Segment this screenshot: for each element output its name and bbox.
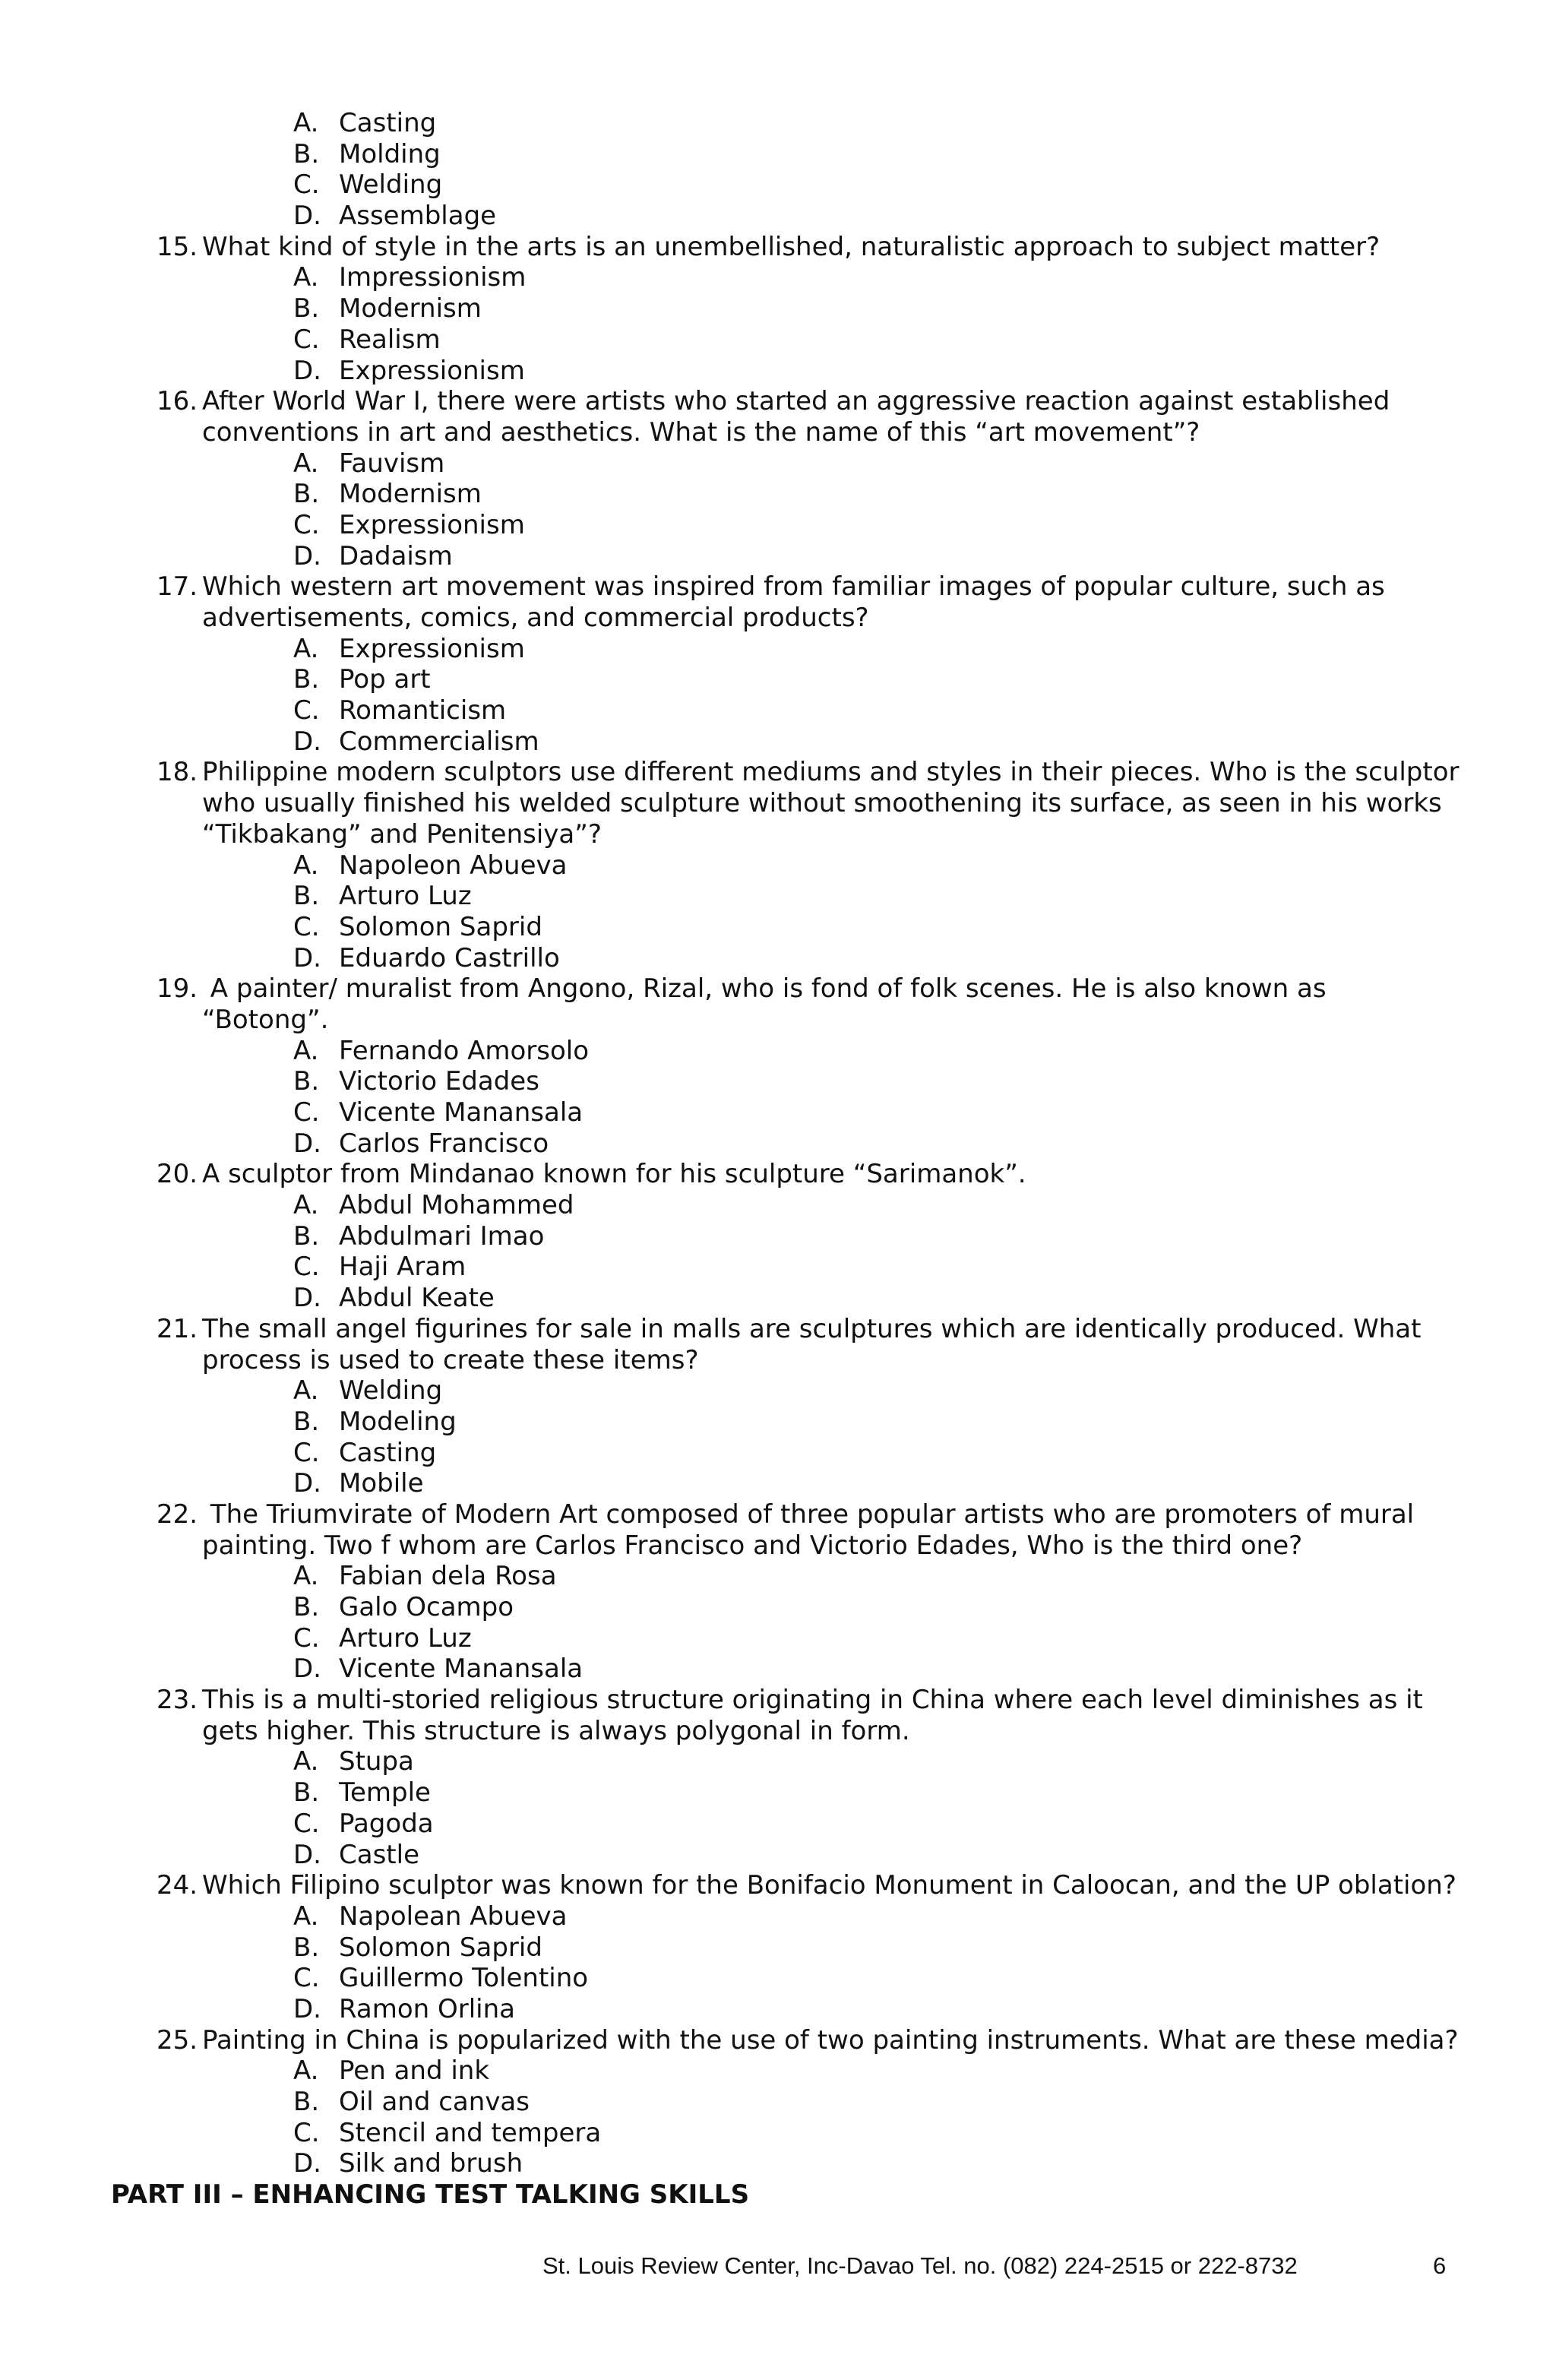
question-text: A painter/ muralist from Angono, Rizal, who is fond of folk scenes. He is also known as xyxy=(202,973,1327,1005)
option-letter: A. xyxy=(293,1901,319,1932)
option-text: Eduardo Castrillo xyxy=(339,942,560,973)
answer-option xyxy=(0,108,1556,139)
answer-option xyxy=(0,1994,1556,2025)
answer-option xyxy=(0,1623,1556,1654)
question-text: “Tikbakang” and Penitensiya”? xyxy=(202,818,602,850)
option-letter: B. xyxy=(293,1592,320,1622)
answer-option xyxy=(0,1901,1556,1932)
option-text: Carlos Francisco xyxy=(339,1128,549,1159)
question-stem-continued xyxy=(0,417,1556,448)
answer-option xyxy=(0,943,1556,974)
question-text: What kind of style in the arts is an unembellished, naturalistic approach to subject matter? xyxy=(202,231,1380,262)
question-text: “Botong”. xyxy=(202,1004,329,1035)
answer-option xyxy=(0,1097,1556,1128)
page-number: 6 xyxy=(1433,2252,1447,2279)
question-number: 22. xyxy=(157,1499,198,1530)
option-letter: D. xyxy=(293,2148,321,2179)
option-letter: A. xyxy=(293,108,319,138)
option-text: Abdul Mohammed xyxy=(339,1190,574,1221)
option-letter: B. xyxy=(293,1220,320,1252)
section-heading: PART III – ENHANCING TEST TALKING SKILLS xyxy=(111,2179,750,2211)
question-stem xyxy=(0,1499,1556,1530)
question-stem xyxy=(0,2025,1556,2056)
question-list xyxy=(0,232,1556,2179)
question-block xyxy=(0,973,1556,1159)
question-number: 25. xyxy=(157,2024,198,2056)
option-letter: B. xyxy=(293,1932,320,1963)
footer-text: St. Louis Review Center, Inc-Davao Tel. no. (082) 224-2515 or 222-8732 xyxy=(542,2252,1298,2279)
option-text: Romanticism xyxy=(339,695,507,726)
question-block xyxy=(0,386,1556,571)
answer-option xyxy=(0,1190,1556,1221)
answer-option xyxy=(0,1932,1556,1964)
option-text: Modeling xyxy=(339,1406,457,1437)
question-stem xyxy=(0,1870,1556,1901)
option-text: Vicente Manansala xyxy=(339,1097,584,1128)
answer-option xyxy=(0,448,1556,479)
option-text: Solomon Saprid xyxy=(339,911,542,942)
option-text: Fauvism xyxy=(339,448,445,479)
option-letter: D. xyxy=(293,726,321,757)
option-text: Abdul Keate xyxy=(339,1283,495,1314)
option-text: Welding xyxy=(339,1375,443,1407)
option-letter: D. xyxy=(293,942,321,973)
option-text: Fabian dela Rosa xyxy=(339,1561,557,1592)
option-letter: A. xyxy=(293,1190,319,1221)
question-stem xyxy=(0,757,1556,788)
option-letter: B. xyxy=(293,293,320,324)
question-text: advertisements, comics, and commercial products? xyxy=(202,603,869,633)
question-stem-continued xyxy=(0,1716,1556,1747)
answer-option xyxy=(0,262,1556,293)
option-text: Ramon Orlina xyxy=(339,1993,516,2024)
question-block xyxy=(0,1314,1556,1499)
answer-option xyxy=(0,139,1556,170)
option-text: Arturo Luz xyxy=(339,881,472,912)
answer-option xyxy=(0,912,1556,943)
option-letter: C. xyxy=(293,1097,320,1128)
option-text: Welding xyxy=(339,169,443,201)
answer-option xyxy=(0,1592,1556,1623)
question-stem xyxy=(0,571,1556,603)
option-text: Fernando Amorsolo xyxy=(339,1035,590,1066)
option-letter: B. xyxy=(293,479,320,510)
option-text: Pop art xyxy=(339,664,431,695)
option-text: Solomon Saprid xyxy=(339,1932,542,1963)
option-letter: D. xyxy=(293,201,321,232)
question-text: The Triumvirate of Modern Art composed of three popular artists who are promoters of mural xyxy=(202,1499,1415,1530)
question-number: 16. xyxy=(157,386,198,417)
question-stem xyxy=(0,386,1556,417)
question-text: who usually finished his welded sculpture without smoothening its surface, as seen in his works xyxy=(202,788,1442,819)
option-text: Silk and brush xyxy=(339,2148,523,2179)
question-number: 23. xyxy=(157,1685,198,1716)
option-letter: D. xyxy=(293,540,321,571)
option-text: Dadaism xyxy=(339,540,453,571)
option-text: Stencil and tempera xyxy=(339,2117,602,2148)
answer-option xyxy=(0,324,1556,356)
option-text: Molding xyxy=(339,138,441,169)
question-stem-continued xyxy=(0,1530,1556,1562)
answer-option xyxy=(0,1036,1556,1067)
option-letter: C. xyxy=(293,2117,320,2148)
option-letter: A. xyxy=(293,262,319,293)
question-text: conventions in art and aesthetics. What is the name of this “art movement”? xyxy=(202,416,1200,448)
answer-option xyxy=(0,1468,1556,1499)
option-letter: B. xyxy=(293,664,320,695)
question-stem-continued xyxy=(0,819,1556,850)
question-stem xyxy=(0,1685,1556,1716)
option-text: Napolean Abueva xyxy=(339,1901,568,1932)
question-text: painting. Two f whom are Carlos Francisco and Victorio Edades, Who is the third one? xyxy=(202,1530,1303,1561)
option-text: Realism xyxy=(339,324,441,355)
answer-option xyxy=(0,881,1556,912)
question-text: Painting in China is popularized with the use of two painting instruments. What are these media? xyxy=(202,2024,1459,2056)
answer-option xyxy=(0,1252,1556,1283)
question-stem-continued xyxy=(0,1345,1556,1376)
option-letter: A. xyxy=(293,633,319,664)
exam-page-content xyxy=(0,108,1556,2211)
option-letter: B. xyxy=(293,1066,320,1097)
question-number: 18. xyxy=(157,757,198,788)
option-letter: A. xyxy=(293,1035,319,1066)
answer-option xyxy=(0,356,1556,387)
option-text: Oil and canvas xyxy=(339,2087,530,2117)
option-text: Arturo Luz xyxy=(339,1622,472,1654)
question-text: A sculptor from Mindanao known for his sculpture “Sarimanok”. xyxy=(202,1159,1026,1190)
option-letter: B. xyxy=(293,138,320,169)
option-letter: A. xyxy=(293,448,319,479)
answer-option xyxy=(0,1561,1556,1592)
option-text: Pagoda xyxy=(339,1808,434,1839)
answer-option xyxy=(0,634,1556,665)
option-letter: C. xyxy=(293,1808,320,1839)
option-text: Expressionism xyxy=(339,509,525,540)
question-block xyxy=(0,757,1556,973)
answer-option xyxy=(0,479,1556,510)
option-text: Mobile xyxy=(339,1468,424,1499)
option-text: Guillermo Tolentino xyxy=(339,1963,589,1994)
question-stem xyxy=(0,1159,1556,1190)
option-text: Haji Aram xyxy=(339,1252,466,1283)
answer-option xyxy=(0,664,1556,695)
option-text: Casting xyxy=(339,1437,437,1468)
question-number: 17. xyxy=(157,571,198,603)
option-text: Galo Ocampo xyxy=(339,1592,514,1622)
answer-option xyxy=(0,1375,1556,1407)
answer-option xyxy=(0,726,1556,758)
answer-option xyxy=(0,850,1556,881)
answer-option xyxy=(0,1809,1556,1840)
option-letter: B. xyxy=(293,2087,320,2117)
option-letter: D. xyxy=(293,1839,321,1870)
option-text: Castle xyxy=(339,1839,419,1870)
question-stem-continued xyxy=(0,603,1556,634)
option-letter: D. xyxy=(293,355,321,386)
question-number: 19. xyxy=(157,973,198,1005)
answer-option xyxy=(0,510,1556,541)
question-text: process is used to create these items? xyxy=(202,1344,699,1375)
option-letter: C. xyxy=(293,1622,320,1654)
option-text: Abdulmari Imao xyxy=(339,1220,545,1252)
option-letter: C. xyxy=(293,695,320,726)
option-letter: A. xyxy=(293,2056,319,2087)
question-number: 24. xyxy=(157,1870,198,1901)
option-letter: B. xyxy=(293,1406,320,1437)
question-stem-continued xyxy=(0,1005,1556,1036)
question-text: Philippine modern sculptors use different mediums and styles in their pieces. Who is the sculptor xyxy=(202,757,1460,788)
option-letter: A. xyxy=(293,1746,319,1777)
option-letter: D. xyxy=(293,1993,321,2024)
question-block xyxy=(0,232,1556,386)
question-stem xyxy=(0,1314,1556,1345)
question-text: Which western art movement was inspired from familiar images of popular culture, such as xyxy=(202,571,1385,603)
option-letter: C. xyxy=(293,911,320,942)
option-text: Impressionism xyxy=(339,262,527,293)
answer-option xyxy=(0,2148,1556,2179)
option-letter: D. xyxy=(293,1128,321,1159)
question-number: 15. xyxy=(157,231,198,262)
question-block xyxy=(0,2025,1556,2179)
option-text: Modernism xyxy=(339,479,482,510)
answer-option xyxy=(0,1283,1556,1314)
option-letter: D. xyxy=(293,1283,321,1314)
option-text: Commercialism xyxy=(339,726,539,757)
answer-option xyxy=(0,1128,1556,1160)
option-letter: A. xyxy=(293,1375,319,1407)
option-letter: C. xyxy=(293,509,320,540)
answer-option xyxy=(0,293,1556,324)
option-text: Expressionism xyxy=(339,355,525,386)
option-letter: B. xyxy=(293,1777,320,1809)
question-block xyxy=(0,1870,1556,2024)
question-block xyxy=(0,571,1556,757)
option-text: Temple xyxy=(339,1777,431,1809)
option-text: Modernism xyxy=(339,293,482,324)
option-letter: C. xyxy=(293,1252,320,1283)
question-text: After World War I, there were artists who started an aggressive reaction against established xyxy=(202,386,1390,417)
option-letter: C. xyxy=(293,1437,320,1468)
question-number: 20. xyxy=(157,1159,198,1190)
option-text: Casting xyxy=(339,108,437,138)
answer-option xyxy=(0,201,1556,232)
option-text: Pen and ink xyxy=(339,2056,490,2087)
answer-option xyxy=(0,1963,1556,1994)
answer-option xyxy=(0,541,1556,572)
answer-option xyxy=(0,1407,1556,1438)
answer-option xyxy=(0,1438,1556,1469)
option-text: Assemblage xyxy=(339,201,497,232)
option-letter: C. xyxy=(293,169,320,201)
question-number: 21. xyxy=(157,1313,198,1344)
question-text: gets higher. This structure is always polygonal in form. xyxy=(202,1715,910,1746)
option-letter: D. xyxy=(293,1468,321,1499)
answer-option xyxy=(0,169,1556,201)
answer-option xyxy=(0,695,1556,726)
option-letter: C. xyxy=(293,1963,320,1994)
answer-option xyxy=(0,2056,1556,2087)
option-text: Expressionism xyxy=(339,633,525,664)
question-text: Which Filipino sculptor was known for the Bonifacio Monument in Caloocan, and the UP oblation? xyxy=(202,1870,1456,1901)
question-block xyxy=(0,1499,1556,1685)
carryover-options xyxy=(0,108,1556,232)
option-letter: D. xyxy=(293,1654,321,1685)
question-text: The small angel figurines for sale in malls are sculptures which are identically produced. What xyxy=(202,1313,1422,1344)
option-letter: C. xyxy=(293,324,320,355)
answer-option xyxy=(0,1221,1556,1252)
answer-option xyxy=(0,1746,1556,1777)
option-text: Stupa xyxy=(339,1746,414,1777)
option-text: Victorio Edades xyxy=(339,1066,539,1097)
question-text: This is a multi-storied religious structure originating in China where each level diminishes as it xyxy=(202,1685,1423,1716)
answer-option xyxy=(0,1654,1556,1685)
question-stem-continued xyxy=(0,788,1556,819)
answer-option xyxy=(0,1066,1556,1097)
question-stem xyxy=(0,232,1556,263)
option-letter: A. xyxy=(293,850,319,881)
option-letter: B. xyxy=(293,881,320,912)
answer-option xyxy=(0,1840,1556,1871)
answer-option xyxy=(0,1777,1556,1809)
answer-option xyxy=(0,2087,1556,2118)
option-text: Vicente Manansala xyxy=(339,1654,584,1685)
option-text: Napoleon Abueva xyxy=(339,850,568,881)
question-block xyxy=(0,1685,1556,1870)
option-letter: A. xyxy=(293,1561,319,1592)
question-block xyxy=(0,1159,1556,1313)
answer-option xyxy=(0,2118,1556,2149)
question-stem xyxy=(0,973,1556,1005)
